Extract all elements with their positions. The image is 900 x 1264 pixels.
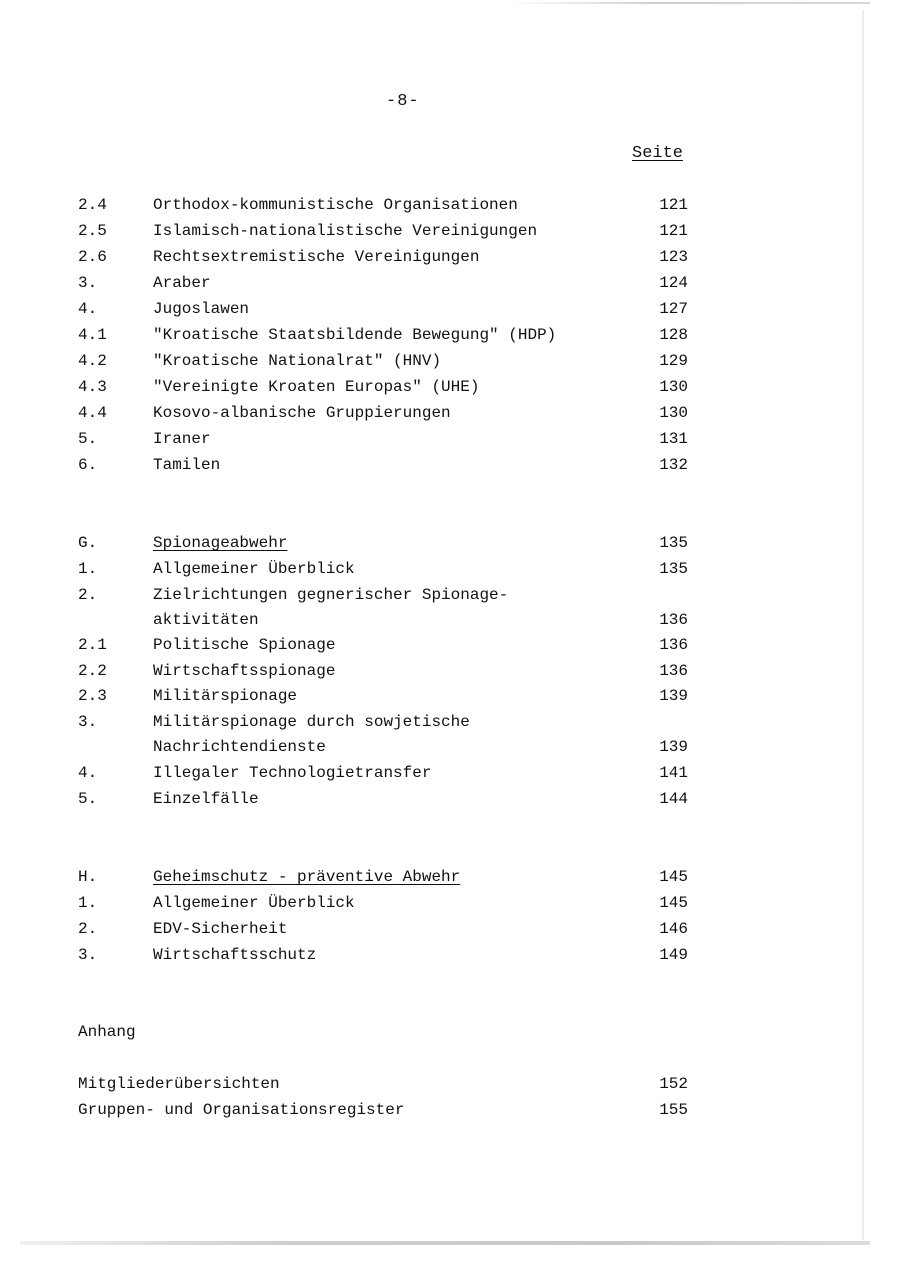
toc-entry (78, 942, 688, 968)
toc-entry-number: 4.2 (78, 352, 107, 370)
toc-entry-page: 135 (659, 560, 688, 578)
scan-edge-bottom (20, 1241, 870, 1245)
toc-entry-page: 146 (659, 920, 688, 938)
toc-entry-title: Zielrichtungen gegnerischer Spionage- (153, 586, 509, 604)
toc-entry-page: 127 (659, 300, 688, 318)
toc-entry (78, 270, 688, 296)
toc-entry-continuation (78, 734, 688, 760)
appendix-entry-page: 152 (659, 1075, 688, 1093)
toc-entry-number: 2. (78, 586, 98, 604)
toc-section-title: Spionageabwehr (153, 534, 288, 552)
appendix-entry-page: 155 (659, 1101, 688, 1119)
toc-section-letter: G. (78, 534, 98, 552)
toc-entry (78, 582, 688, 608)
toc-entry-title: Wirtschaftsspionage (153, 662, 336, 680)
toc-entry-number: 2. (78, 920, 98, 938)
appendix-entry-title: Mitgliederübersichten (78, 1075, 280, 1093)
toc-section-title: Geheimschutz - präventive Abwehr (153, 868, 461, 886)
toc-entry-title: Araber (153, 274, 211, 292)
toc-entry-title: Tamilen (153, 456, 221, 474)
toc-entry (78, 916, 688, 942)
toc-entry-page: 121 (659, 222, 688, 240)
toc-entry (78, 786, 688, 812)
toc-entry-page: 130 (659, 378, 688, 396)
toc-entry (78, 760, 688, 786)
toc-section-page: 145 (659, 868, 688, 886)
toc-entry-title: Illegaler Technologietransfer (153, 764, 432, 782)
toc-entry-page: 141 (659, 764, 688, 782)
toc-section-heading-h (78, 864, 688, 890)
toc-entry-title: Einzelfälle (153, 790, 259, 808)
toc-entry-number: 2.4 (78, 196, 107, 214)
toc-entry (78, 556, 688, 582)
toc-entry-title: Allgemeiner Überblick (153, 560, 355, 578)
toc-entry-title: aktivitäten (153, 611, 259, 629)
toc-entry-title: Iraner (153, 430, 211, 448)
toc-entry-title: "Vereinigte Kroaten Europas" (UHE) (153, 378, 480, 396)
toc-entry-page: 131 (659, 430, 688, 448)
toc-section-letter: H. (78, 868, 98, 886)
toc-entry-page: 129 (659, 352, 688, 370)
toc-entry-title: Orthodox-kommunistische Organisationen (153, 196, 518, 214)
toc-entry-title: Militärspionage durch sowjetische (153, 713, 470, 731)
toc-entry (78, 348, 688, 374)
toc-entry-page: 121 (659, 196, 688, 214)
toc-entry-number: 3. (78, 713, 98, 731)
toc-entry (78, 374, 688, 400)
appendix-entry (78, 1071, 688, 1097)
toc-section-heading-g (78, 530, 688, 556)
toc-entry-title: Allgemeiner Überblick (153, 894, 355, 912)
toc-entry (78, 244, 688, 270)
toc-entry-page: 123 (659, 248, 688, 266)
toc-entry-page: 130 (659, 404, 688, 422)
toc-entry (78, 192, 688, 218)
toc-entry-page: 136 (659, 636, 688, 654)
toc-entry-continuation (78, 607, 688, 633)
toc-entry (78, 632, 688, 658)
toc-section-page: 135 (659, 534, 688, 552)
toc-entry-number: 2.3 (78, 687, 107, 705)
page-number: -8- (386, 92, 420, 111)
appendix-heading: Anhang (78, 1023, 136, 1041)
toc-entry-page: 145 (659, 894, 688, 912)
toc-entry-title: Wirtschaftsschutz (153, 946, 317, 964)
toc-entry-title: Militärspionage (153, 687, 298, 705)
toc-entry (78, 426, 688, 452)
toc-entry-page: 128 (659, 326, 688, 344)
toc-entry-page: 124 (659, 274, 688, 292)
toc-entry-number: 3. (78, 946, 98, 964)
toc-entry-page: 139 (659, 738, 688, 756)
toc-entry-number: 2.6 (78, 248, 107, 266)
toc-entry-number: 2.2 (78, 662, 107, 680)
appendix-entry (78, 1097, 688, 1123)
appendix-entry-title: Gruppen- und Organisationsregister (78, 1101, 405, 1119)
toc-entry (78, 658, 688, 684)
toc-entry-title: Nachrichtendienste (153, 738, 326, 756)
toc-entry-title: "Kroatische Nationalrat" (HNV) (153, 352, 442, 370)
toc-entry-title: "Kroatische Staatsbildende Bewegung" (HDP) (153, 326, 557, 344)
toc-entry-number: 5. (78, 790, 98, 808)
toc-entry-title: Rechtsextremistische Vereinigungen (153, 248, 480, 266)
toc-entry-number: 4.1 (78, 326, 107, 344)
toc-entry-page: 132 (659, 456, 688, 474)
toc-entry-number: 1. (78, 560, 98, 578)
toc-entry (78, 890, 688, 916)
toc-entry (78, 709, 688, 735)
scan-edge-top (510, 2, 870, 4)
toc-entry-title: EDV-Sicherheit (153, 920, 288, 938)
scan-edge-right (862, 10, 864, 1240)
toc-entry-title: Jugoslawen (153, 300, 250, 318)
toc-entry-number: 2.5 (78, 222, 107, 240)
toc-entry (78, 322, 688, 348)
toc-entry-page: 139 (659, 687, 688, 705)
toc-entry (78, 218, 688, 244)
toc-entry (78, 296, 688, 322)
toc-entry-number: 3. (78, 274, 98, 292)
toc-entry-title: Islamisch-nationalistische Vereinigungen (153, 222, 538, 240)
toc-entry-number: 4. (78, 764, 98, 782)
toc-entry-page: 136 (659, 611, 688, 629)
toc-entry-number: 4.3 (78, 378, 107, 396)
toc-entry-number: 4.4 (78, 404, 107, 422)
toc-entry-number: 2.1 (78, 636, 107, 654)
toc-entry (78, 452, 688, 478)
toc-entry-number: 6. (78, 456, 98, 474)
toc-entry (78, 400, 688, 426)
toc-entry-page: 144 (659, 790, 688, 808)
toc-entry-title: Politische Spionage (153, 636, 336, 654)
toc-entry-page: 136 (659, 662, 688, 680)
toc-entry-number: 1. (78, 894, 98, 912)
toc-entry-number: 5. (78, 430, 98, 448)
page-column-header: Seite (632, 144, 684, 163)
toc-entry-number: 4. (78, 300, 98, 318)
toc-entry-page: 149 (659, 946, 688, 964)
toc-entry-title: Kosovo-albanische Gruppierungen (153, 404, 451, 422)
toc-entry (78, 683, 688, 709)
